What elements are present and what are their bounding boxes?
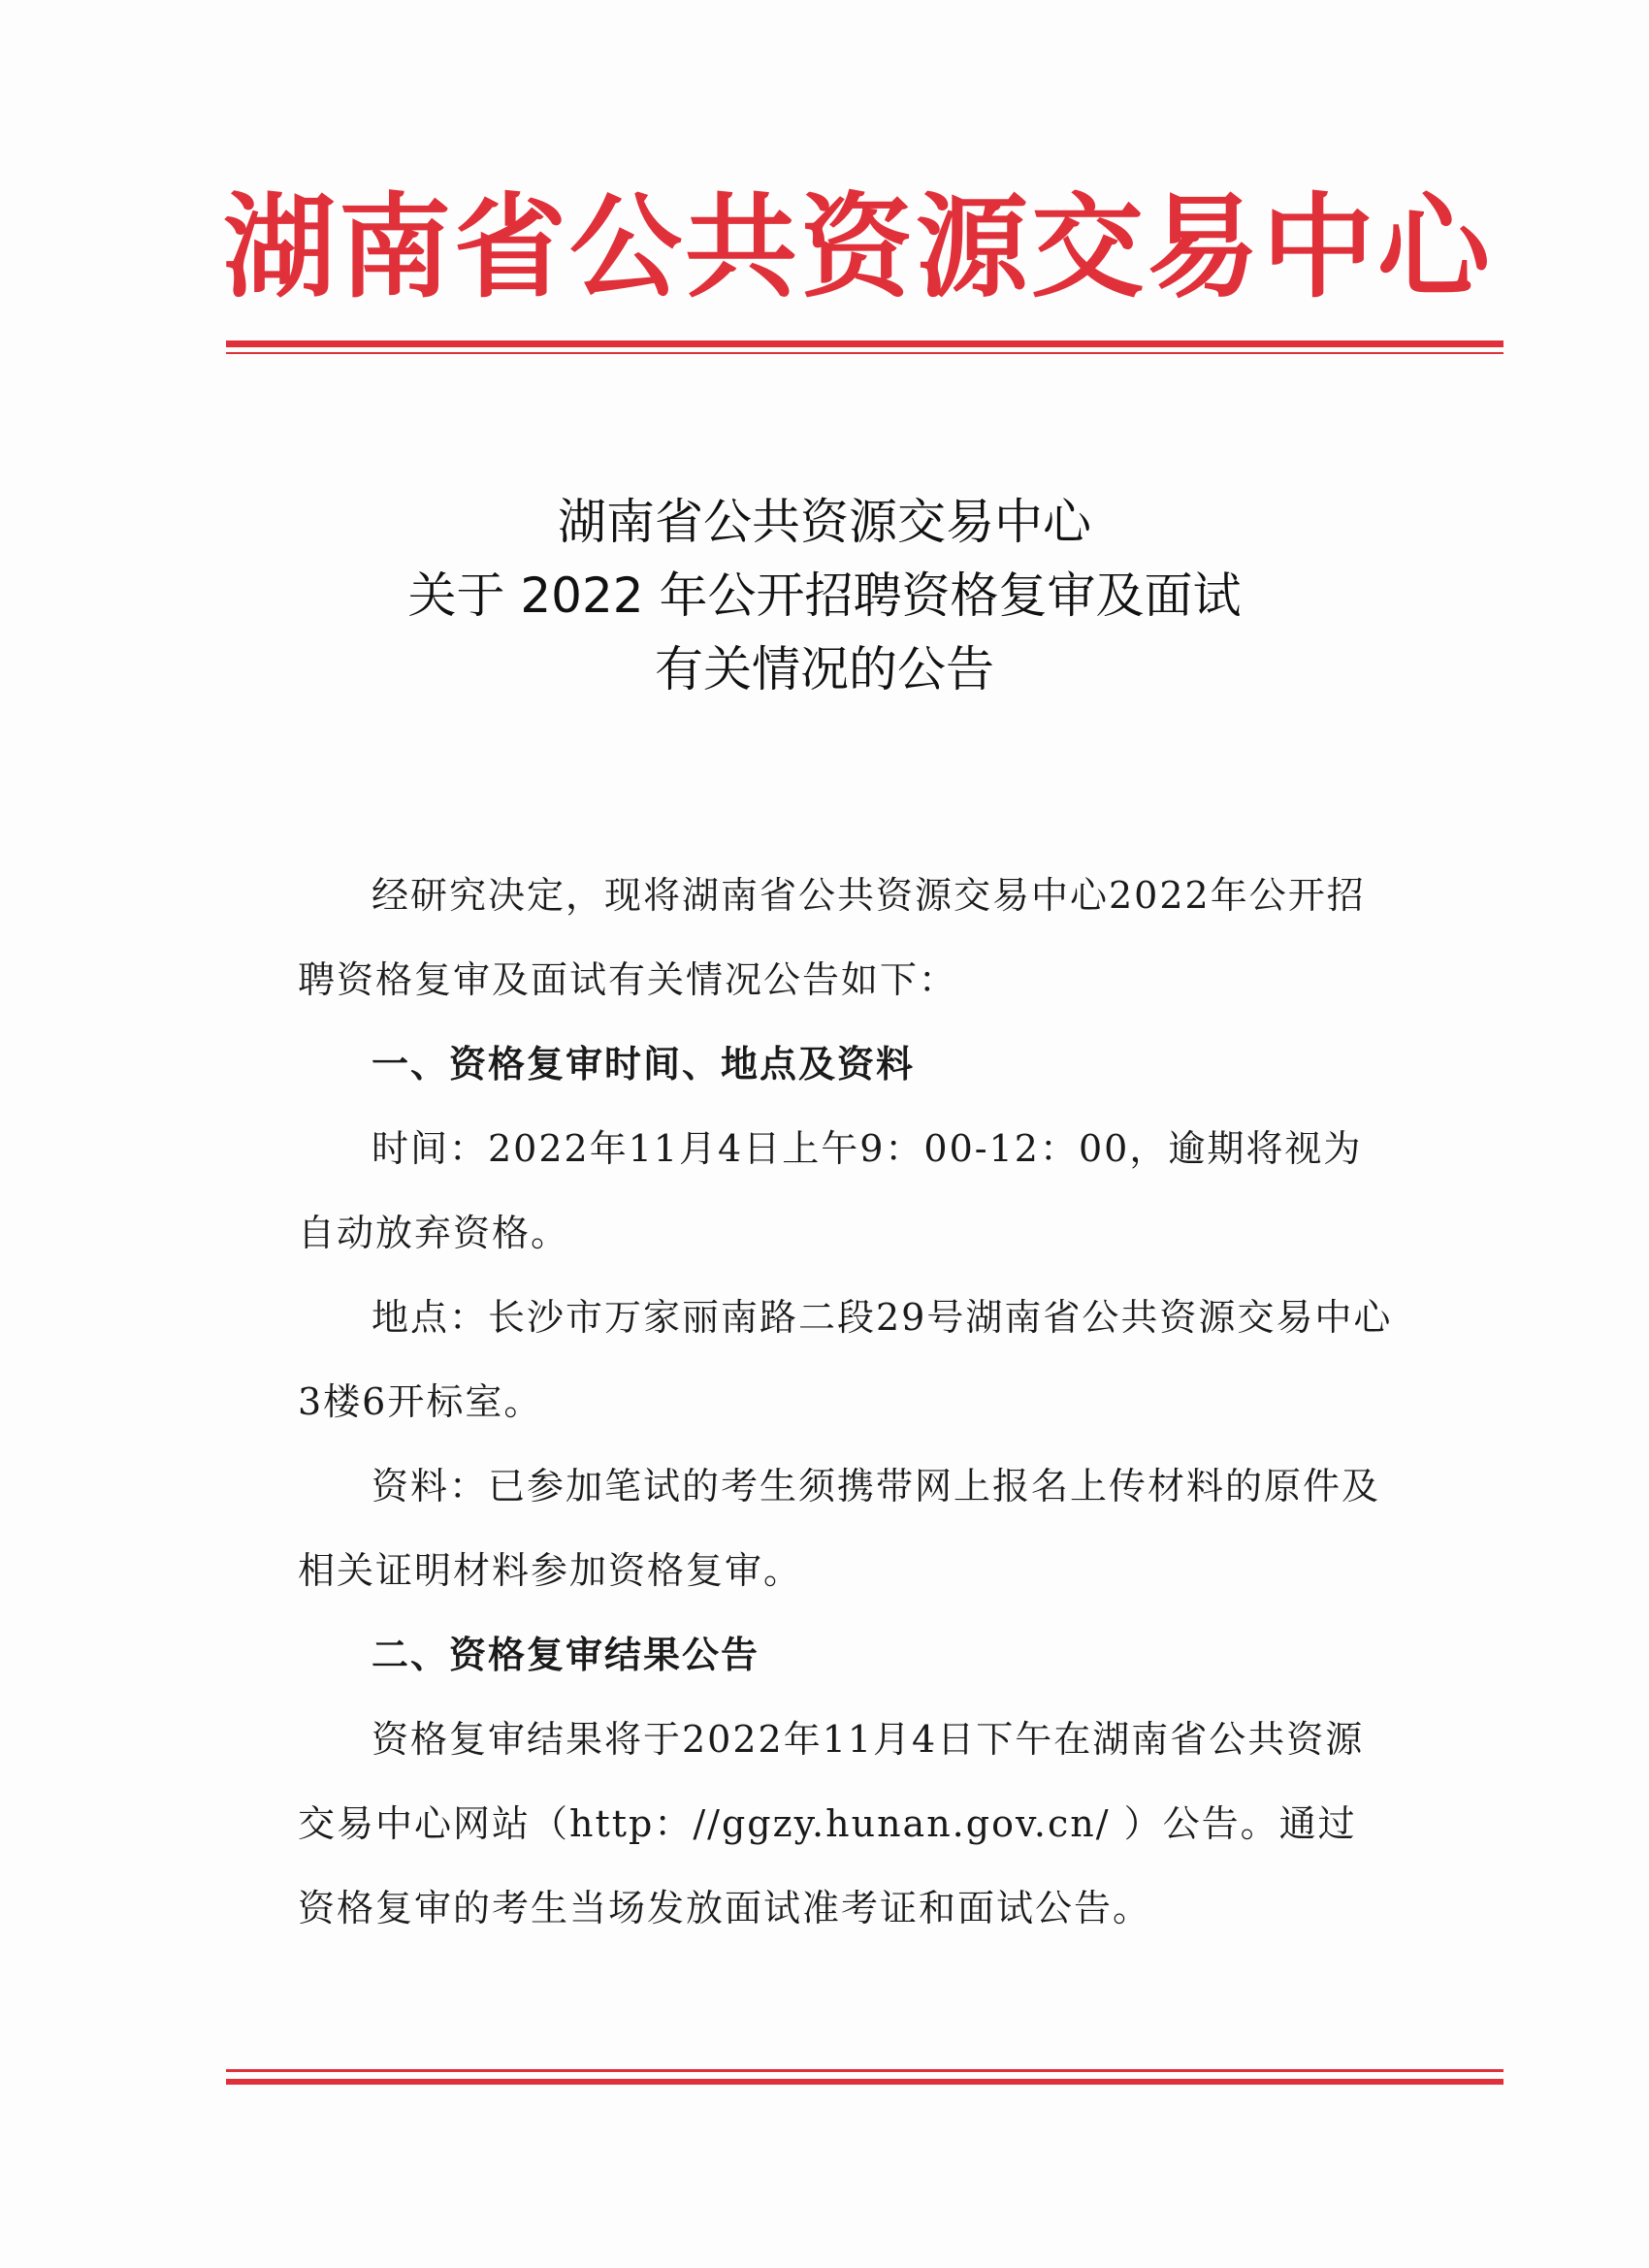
intro-paragraph: 经研究决定，现将湖南省公共资源交易中心2022年公开招聘资格复审及面试有关情况公告如下： — [298, 874, 1366, 1001]
section-1-heading: 一、资格复审时间、地点及资料 — [372, 1043, 916, 1085]
footer-divider — [226, 2069, 1504, 2072]
title-line-1: 湖南省公共资源交易中心 — [558, 494, 1091, 550]
notice-body — [298, 854, 1394, 1951]
section-2-heading: 二、资格复审结果公告 — [372, 1634, 760, 1676]
review-time-paragraph: 时间：2022年11月4日上午9：00-12：00，逾期将视为自动放弃资格。 — [298, 1127, 1363, 1254]
notice-title — [223, 485, 1426, 706]
review-result-paragraph: 资格复审结果将于2022年11月4日下午在湖南省公共资源交易中心网站（http：//ggzy.hunan.gov.cn/ ）公告。通过资格复审的考生当场发放面试准考证和面试公告。 — [298, 1718, 1365, 1929]
review-materials-paragraph: 资料：已参加笔试的考生须携带网上报名上传材料的原件及相关证明材料参加资格复审。 — [298, 1465, 1381, 1592]
title-line-3: 有关情况的公告 — [655, 641, 994, 697]
letterhead-divider — [226, 340, 1504, 347]
letterhead-title: 湖南省公共资源交易中心 — [223, 181, 1493, 313]
title-line-2: 关于 2022 年公开招聘资格复审及面试 — [407, 567, 1242, 624]
review-place-paragraph: 地点：长沙市万家丽南路二段29号湖南省公共资源交易中心3楼6开标室。 — [298, 1296, 1393, 1423]
